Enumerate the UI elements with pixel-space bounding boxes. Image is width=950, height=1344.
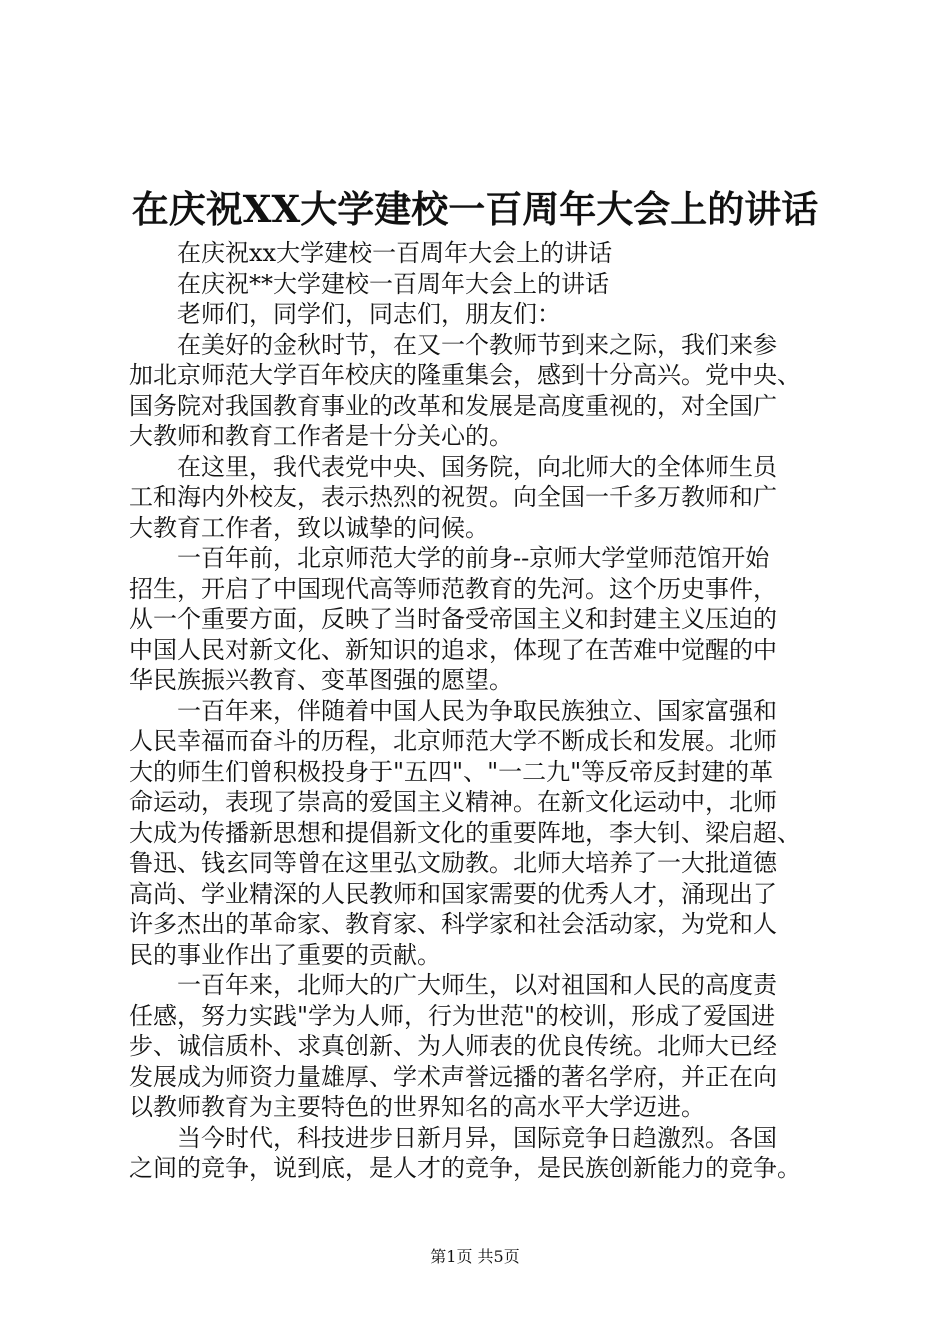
body-line: 当今时代，科技进步日新月异，国际竞争日趋激烈。各国 bbox=[129, 1123, 777, 1152]
body-line: 命运动，表现了崇高的爱国主义精神。在新文化运动中，北师 bbox=[129, 788, 777, 816]
body-line: 华民族振兴教育、变革图强的愿望。 bbox=[129, 666, 513, 694]
body-line: 在美好的金秋时节，在又一个教师节到来之际，我们来参 bbox=[129, 330, 777, 359]
body-line: 工和海内外校友，表示热烈的祝贺。向全国一千多万教师和广 bbox=[129, 483, 777, 511]
document-title: 在庆祝XX大学建校一百周年大会上的讲话 bbox=[131, 187, 819, 231]
body-line: 发展成为师资力量雄厚、学术声誉远播的著名学府，并正在向 bbox=[129, 1062, 777, 1091]
body-line: 步、诚信质朴、求真创新、为人师表的优良传统。北师大已经 bbox=[129, 1032, 777, 1060]
body-line: 鲁迅、钱玄同等曾在这里弘文励教。北师大培养了一大批道德 bbox=[129, 849, 777, 877]
body-line: 大教育工作者，致以诚挚的问候。 bbox=[129, 513, 489, 542]
body-line: 老师们，同学们，同志们，朋友们： bbox=[129, 300, 561, 328]
body-line: 大的师生们曾积极投身于"五四"、"一二九"等反帝反封建的革 bbox=[129, 757, 774, 786]
body-line: 中国人民对新文化、新知识的追求，体现了在苦难中觉醒的中 bbox=[129, 635, 777, 664]
body-line: 大教师和教育工作者是十分关心的。 bbox=[129, 422, 513, 450]
document-body bbox=[129, 238, 849, 1184]
body-line: 之间的竞争，说到底，是人才的竞争，是民族创新能力的竞争。 bbox=[129, 1154, 801, 1182]
body-line: 许多杰出的革命家、教育家、科学家和社会活动家，为党和人 bbox=[129, 910, 777, 938]
body-line: 一百年前，北京师范大学的前身--京师大学堂师范馆开始 bbox=[129, 544, 770, 572]
body-line: 一百年来，伴随着中国人民为争取民族独立、国家富强和 bbox=[129, 696, 777, 725]
page-footer: 第1页 共5页 bbox=[430, 1247, 520, 1266]
body-line: 民的事业作出了重要的贡献。 bbox=[129, 940, 441, 969]
body-line: 一百年来，北师大的广大师生，以对祖国和人民的高度责 bbox=[129, 971, 777, 999]
body-line: 在这里，我代表党中央、国务院，向北师大的全体师生员 bbox=[129, 452, 777, 481]
body-line: 加北京师范大学百年校庆的隆重集会，感到十分高兴。党中央、 bbox=[129, 361, 801, 389]
body-line: 高尚、学业精深的人民教师和国家需要的优秀人才，涌现出了 bbox=[129, 879, 777, 908]
body-line: 在庆祝**大学建校一百周年大会上的讲话 bbox=[129, 269, 609, 298]
body-line: 大成为传播新思想和提倡新文化的重要阵地，李大钊、梁启超、 bbox=[129, 818, 801, 847]
body-line: 招生，开启了中国现代高等师范教育的先河。这个历史事件， bbox=[129, 574, 777, 603]
body-line: 国务院对我国教育事业的改革和发展是高度重视的，对全国广 bbox=[129, 391, 777, 420]
body-line: 人民幸福而奋斗的历程，北京师范大学不断成长和发展。北师 bbox=[129, 727, 777, 755]
body-line: 任感，努力实践"学为人师，行为世范"的校训，形成了爱国进 bbox=[129, 1001, 776, 1030]
body-line: 从一个重要方面，反映了当时备受帝国主义和封建主义压迫的 bbox=[129, 605, 777, 633]
body-line: 以教师教育为主要特色的世界知名的高水平大学迈进。 bbox=[129, 1093, 705, 1121]
body-line: 在庆祝xx大学建校一百周年大会上的讲话 bbox=[129, 239, 613, 267]
